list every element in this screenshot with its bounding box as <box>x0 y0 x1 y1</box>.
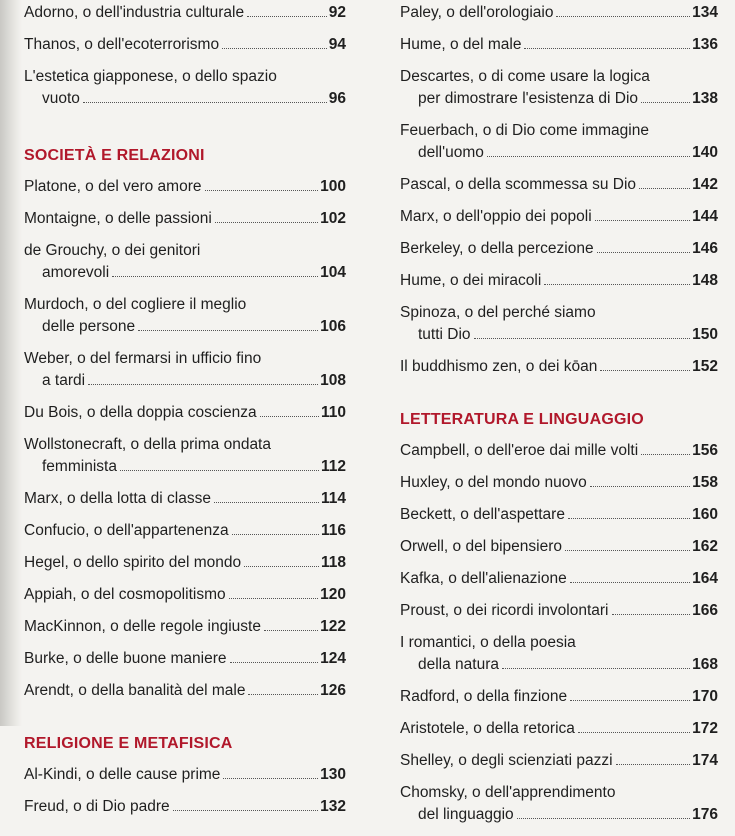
toc-entry-title <box>24 764 346 786</box>
toc-page-number: 166 <box>692 602 718 619</box>
dot-leader <box>578 732 690 733</box>
toc-entry-text: de Grouchy, o dei genitori <box>24 242 201 259</box>
toc-entry-text: Murdoch, o del cogliere il meglio <box>24 296 247 313</box>
toc-entry-title-continued <box>24 88 346 110</box>
dot-leader <box>595 220 690 221</box>
toc-entry-text: I romantici, o della poesia <box>400 634 576 651</box>
dot-leader <box>616 764 691 765</box>
toc-entry-title <box>400 718 718 740</box>
toc-group-literature <box>400 440 718 826</box>
toc-entry-text: della natura <box>418 656 500 673</box>
toc-entry-text: Descartes, o di come usare la logica <box>400 68 650 85</box>
toc-entry-text: Confucio, o dell'appartenenza <box>24 522 229 539</box>
toc-entry-title <box>24 616 346 638</box>
toc-entry-title <box>400 238 718 260</box>
toc-entry-title <box>24 402 346 424</box>
dot-leader <box>487 156 690 157</box>
toc-entry-title <box>24 34 346 56</box>
section-spacer <box>400 388 718 410</box>
toc-entry-title <box>24 552 346 574</box>
toc-group-continued <box>400 2 718 378</box>
toc-entry-text: per dimostrare l'esistenza di Dio <box>418 90 639 107</box>
section-heading: LETTERATURA E LINGUAGGIO <box>400 411 644 428</box>
toc-entry[interactable] <box>400 2 718 24</box>
toc-entry-text: Shelley, o degli scienziati pazzi <box>400 752 613 769</box>
toc-entry[interactable] <box>400 782 718 826</box>
toc-entry[interactable] <box>400 536 718 558</box>
toc-page-number: 150 <box>692 326 718 343</box>
toc-entry-title <box>24 66 346 88</box>
toc-entry[interactable] <box>400 718 718 740</box>
toc-entry[interactable] <box>400 302 718 346</box>
dot-leader <box>556 16 690 17</box>
toc-entry-title <box>400 472 718 494</box>
toc-entry-title <box>400 750 718 772</box>
dot-leader <box>544 284 690 285</box>
toc-entry[interactable] <box>24 34 346 56</box>
section-spacer <box>24 712 346 734</box>
toc-entry-title <box>400 568 718 590</box>
toc-entry[interactable] <box>24 2 346 24</box>
section-spacer <box>24 120 346 146</box>
toc-page-number: 140 <box>692 144 718 161</box>
toc-entry-title <box>400 632 718 654</box>
toc-group-continued <box>24 2 346 110</box>
dot-leader <box>247 16 327 17</box>
toc-entry[interactable] <box>24 208 346 230</box>
toc-entry[interactable] <box>24 66 346 110</box>
toc-page-number: 124 <box>320 650 346 667</box>
toc-entry-title <box>400 174 718 196</box>
toc-page-number: 156 <box>692 442 718 459</box>
toc-page-number: 118 <box>320 554 346 571</box>
toc-entry-text: femminista <box>42 458 117 475</box>
toc-entry-title <box>400 600 718 622</box>
toc-entry-title <box>400 782 718 804</box>
toc-entry-title <box>400 440 718 462</box>
toc-entry-text: a tardi <box>42 372 86 389</box>
toc-left-column <box>24 2 346 828</box>
toc-entry-text: Pascal, o della scommessa su Dio <box>400 176 637 193</box>
toc-entry-text: Platone, o del vero amore <box>24 178 202 195</box>
toc-entry[interactable] <box>24 294 346 338</box>
toc-entry-title <box>24 240 346 262</box>
toc-right-column <box>400 2 718 836</box>
toc-entry-title <box>24 520 346 542</box>
toc-entry[interactable] <box>24 488 346 510</box>
toc-entry-title <box>24 176 346 198</box>
toc-page-number: 136 <box>692 36 718 53</box>
dot-leader <box>565 550 690 551</box>
dot-leader <box>222 48 327 49</box>
toc-entry-title <box>24 680 346 702</box>
toc-page-number: 134 <box>692 4 718 21</box>
toc-entry-title <box>400 34 718 56</box>
toc-entry[interactable] <box>400 66 718 110</box>
toc-page-number: 104 <box>320 264 346 281</box>
dot-leader <box>120 470 319 471</box>
dot-leader <box>590 486 690 487</box>
toc-entry[interactable] <box>400 238 718 260</box>
toc-entry-text: Paley, o dell'orologiaio <box>400 4 554 21</box>
toc-entry-title <box>400 536 718 558</box>
dot-leader <box>568 518 690 519</box>
toc-entry[interactable] <box>400 504 718 526</box>
toc-entry-text: Montaigne, o delle passioni <box>24 210 212 227</box>
toc-entry[interactable] <box>400 440 718 462</box>
dot-leader <box>474 338 691 339</box>
dot-leader <box>138 330 318 331</box>
toc-entry-text: Freud, o di Dio padre <box>24 798 170 815</box>
toc-page-number: 144 <box>692 208 718 225</box>
toc-entry-title-continued <box>400 88 718 110</box>
toc-page-number: 176 <box>692 806 718 823</box>
toc-entry-title <box>400 66 718 88</box>
toc-entry[interactable] <box>24 434 346 478</box>
toc-entry-text: Arendt, o della banalità del male <box>24 682 246 699</box>
toc-entry-text: Il buddhismo zen, o dei kōan <box>400 358 598 375</box>
toc-entry-text: Thanos, o dell'ecoterrorismo <box>24 36 220 53</box>
toc-entry-text: Radford, o della finzione <box>400 688 568 705</box>
toc-entry-title-continued <box>24 262 346 284</box>
toc-entry[interactable] <box>24 764 346 786</box>
dot-leader <box>205 190 319 191</box>
toc-entry-text: Beckett, o dell'aspettare <box>400 506 565 523</box>
toc-entry-text: Hume, o dei miracoli <box>400 272 542 289</box>
toc-entry-text: delle persone <box>42 318 136 335</box>
toc-entry-title <box>24 434 346 456</box>
toc-entry-text: dell'uomo <box>418 144 484 161</box>
toc-entry-title <box>400 120 718 142</box>
toc-page-number: 174 <box>692 752 718 769</box>
toc-entry-text: Campbell, o dell'eroe dai mille volti <box>400 442 639 459</box>
toc-entry-title <box>24 208 346 230</box>
toc-entry-title-continued <box>400 654 718 676</box>
toc-entry[interactable] <box>400 686 718 708</box>
toc-page-number: 148 <box>692 272 718 289</box>
toc-page-number: 120 <box>320 586 346 603</box>
dot-leader <box>641 454 690 455</box>
toc-entry-title <box>24 488 346 510</box>
toc-entry-title-continued <box>24 456 346 478</box>
dot-leader <box>612 614 691 615</box>
toc-page-number: 164 <box>692 570 718 587</box>
toc-entry[interactable] <box>24 680 346 702</box>
toc-entry-text: Aristotele, o della retorica <box>400 720 575 737</box>
toc-entry-text: MacKinnon, o delle regole ingiuste <box>24 618 261 635</box>
toc-entry[interactable] <box>400 174 718 196</box>
toc-page-number: 122 <box>320 618 346 635</box>
toc-page-number: 108 <box>320 372 346 389</box>
toc-entry-title <box>24 294 346 316</box>
toc-page-number: 152 <box>692 358 718 375</box>
dot-leader <box>215 222 318 223</box>
toc-entry-text: del linguaggio <box>418 806 514 823</box>
dot-leader <box>524 48 690 49</box>
toc-page-number: 112 <box>320 458 346 475</box>
toc-entry[interactable] <box>400 270 718 292</box>
toc-entry[interactable] <box>24 240 346 284</box>
toc-entry[interactable] <box>24 348 346 392</box>
toc-entry[interactable] <box>24 520 346 542</box>
toc-entry-text: tutti Dio <box>418 326 471 343</box>
toc-entry[interactable] <box>400 632 718 676</box>
toc-entry-text: Berkeley, o della percezione <box>400 240 594 257</box>
toc-entry-text: amorevoli <box>42 264 110 281</box>
dot-leader <box>173 810 319 811</box>
toc-page-number: 94 <box>328 36 346 53</box>
toc-entry-title <box>400 206 718 228</box>
toc-entry[interactable] <box>400 568 718 590</box>
toc-entry-title <box>24 796 346 818</box>
toc-entry-text: Chomsky, o dell'apprendimento <box>400 784 616 801</box>
toc-entry[interactable] <box>400 472 718 494</box>
toc-page-number: 160 <box>692 506 718 523</box>
toc-entry-title-continued <box>400 324 718 346</box>
toc-entry-title <box>400 2 718 24</box>
toc-group-society <box>24 176 346 702</box>
toc-entry-text: Kafka, o dell'alienazione <box>400 570 567 587</box>
dot-leader <box>502 668 690 669</box>
dot-leader <box>641 102 690 103</box>
toc-entry-title <box>400 270 718 292</box>
toc-entry-text: Du Bois, o della doppia coscienza <box>24 404 257 421</box>
toc-entry-title <box>400 686 718 708</box>
toc-entry-title <box>400 302 718 324</box>
dot-leader <box>232 534 319 535</box>
toc-entry-title <box>24 348 346 370</box>
toc-page-number: 172 <box>692 720 718 737</box>
toc-entry-text: Wollstonecraft, o della prima ondata <box>24 436 271 453</box>
toc-page-number: 126 <box>320 682 346 699</box>
dot-leader <box>248 694 318 695</box>
dot-leader <box>229 598 319 599</box>
toc-page-number: 146 <box>692 240 718 257</box>
toc-page-number: 132 <box>320 798 346 815</box>
toc-entry[interactable] <box>400 600 718 622</box>
toc-entry-text: Adorno, o dell'industria culturale <box>24 4 245 21</box>
toc-page-number: 114 <box>320 490 346 507</box>
dot-leader <box>600 370 690 371</box>
dot-leader <box>517 818 690 819</box>
toc-page-number: 142 <box>692 176 718 193</box>
toc-page-number: 168 <box>692 656 718 673</box>
dot-leader <box>639 188 690 189</box>
toc-page-number: 110 <box>320 404 346 421</box>
toc-entry-title <box>400 504 718 526</box>
dot-leader <box>83 102 327 103</box>
toc-entry-title-continued <box>400 804 718 826</box>
toc-group-religion <box>24 764 346 818</box>
dot-leader <box>570 700 690 701</box>
toc-entry-title-continued <box>24 316 346 338</box>
toc-page-number: 138 <box>692 90 718 107</box>
toc-entry[interactable] <box>24 552 346 574</box>
toc-entry[interactable] <box>24 176 346 198</box>
toc-entry-text: vuoto <box>42 90 80 107</box>
toc-entry[interactable] <box>400 120 718 164</box>
toc-entry-title-continued <box>24 370 346 392</box>
toc-entry[interactable] <box>400 750 718 772</box>
toc-entry-title <box>400 356 718 378</box>
dot-leader <box>112 276 318 277</box>
dot-leader <box>264 630 318 631</box>
dot-leader <box>244 566 319 567</box>
toc-page-number: 100 <box>320 178 346 195</box>
toc-entry-text: Huxley, o del mondo nuovo <box>400 474 587 491</box>
toc-entry-text: Appiah, o del cosmopolitismo <box>24 586 226 603</box>
dot-leader <box>570 582 690 583</box>
toc-entry-text: Hume, o del male <box>400 36 522 53</box>
toc-page-number: 102 <box>320 210 346 227</box>
dot-leader <box>260 416 319 417</box>
toc-entry-text: Burke, o delle buone maniere <box>24 650 227 667</box>
toc-entry[interactable] <box>24 402 346 424</box>
toc-entry-text: Al-Kindi, o delle cause prime <box>24 766 221 783</box>
section-heading: SOCIETÀ E RELAZIONI <box>24 147 205 164</box>
toc-entry-title <box>24 584 346 606</box>
toc-page-number: 162 <box>692 538 718 555</box>
toc-entry[interactable] <box>24 584 346 606</box>
toc-page-number: 130 <box>320 766 346 783</box>
toc-entry-text: Weber, o del fermarsi in ufficio fino <box>24 350 262 367</box>
toc-page-number: 96 <box>328 90 346 107</box>
toc-entry[interactable] <box>24 616 346 638</box>
toc-entry-text: Marx, o dell'oppio dei popoli <box>400 208 592 225</box>
toc-entry[interactable] <box>400 206 718 228</box>
toc-entry[interactable] <box>24 648 346 670</box>
toc-entry[interactable] <box>400 356 718 378</box>
dot-leader <box>597 252 691 253</box>
toc-entry-title-continued <box>400 142 718 164</box>
toc-entry-text: Proust, o dei ricordi involontari <box>400 602 609 619</box>
dot-leader <box>88 384 318 385</box>
section-heading: RELIGIONE E METAFISICA <box>24 735 233 752</box>
dot-leader <box>214 502 319 503</box>
toc-page-number: 158 <box>692 474 718 491</box>
page-gutter-shadow <box>0 0 22 726</box>
toc-entry-text: Feuerbach, o di Dio come immagine <box>400 122 649 139</box>
toc-entry-text: Spinoza, o del perché siamo <box>400 304 596 321</box>
toc-entry[interactable] <box>24 796 346 818</box>
toc-entry-text: L'estetica giapponese, o dello spazio <box>24 68 277 85</box>
toc-entry-text: Marx, o della lotta di classe <box>24 490 211 507</box>
dot-leader <box>230 662 319 663</box>
toc-entry[interactable] <box>400 34 718 56</box>
dot-leader <box>223 778 318 779</box>
toc-entry-text: Orwell, o del bipensiero <box>400 538 562 555</box>
toc-page-number: 92 <box>328 4 346 21</box>
toc-entry-title <box>24 648 346 670</box>
toc-page-number: 170 <box>692 688 718 705</box>
toc-page-number: 106 <box>320 318 346 335</box>
toc-page-number: 116 <box>320 522 346 539</box>
toc-entry-title <box>24 2 346 24</box>
toc-entry-text: Hegel, o dello spirito del mondo <box>24 554 242 571</box>
